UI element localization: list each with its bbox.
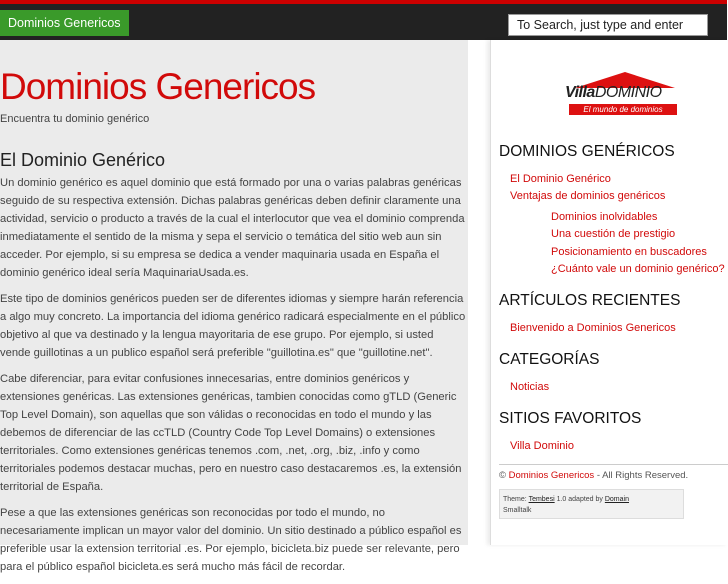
copyright: © Dominios Genericos - All Rights Reserved. [499, 470, 689, 481]
list-item [510, 190, 665, 202]
copyright-link[interactable]: Dominios Genericos [508, 470, 595, 481]
top-bar [0, 0, 727, 40]
widget-title-favoritos: SITIOS FAVORITOS [499, 410, 642, 427]
site-tagline: Encuentra tu dominio genérico [0, 113, 150, 125]
post-content [0, 174, 466, 584]
post-paragraph: Un dominio genérico es aquel dominio que está formado por una o varias palabras genéricas seguido de su respectiva extensión. Dichas palabras genéricas deben definir claramente una actividad, servicio o producto a través de la cual el interlocutor que vea el dominio comprenda inmediatamente el sentido de la misma y sepa el servicio o temática del sitio web aun sin acceder. Por ejemplo, si su empresa se dedica a vender maquinaria usada en España el dominio genérico ideal sería MaquinariaUsada.es. [0, 177, 465, 279]
theme-link[interactable]: Tembesi [528, 496, 555, 503]
link-bienvenido[interactable]: Bienvenido a Dominios Genericos [510, 322, 676, 334]
site-title[interactable]: Dominios Genericos [0, 66, 316, 107]
link-noticias[interactable]: Noticias [510, 381, 550, 393]
post-paragraph: Pese a que las extensiones genéricas son reconocidas por todo el mundo, no necesariamente implican un mayor valor del dominio. Un sitio destinado a público español es preferible usar la extension territorial .es. Por ejemplo, bicicleta.biz puede ser relevante, pero para el público español bicicleta.es será mucho más fácil de recordar. [0, 507, 462, 573]
list-item [510, 381, 549, 393]
link-ventajas[interactable]: Ventajas de dominios genéricos [510, 190, 666, 202]
logo-wordmark: VillaDOMINIO [565, 84, 662, 101]
link-villa-dominio[interactable]: Villa Dominio [510, 440, 574, 452]
search-input[interactable] [508, 14, 708, 36]
widget-title-recientes: ARTÍCULOS RECIENTES [499, 292, 681, 309]
link-el-dominio-generico[interactable]: El Dominio Genérico [510, 173, 611, 185]
list-item [551, 263, 725, 275]
logo-slogan: El mundo de dominios [569, 104, 677, 115]
link-prestigio[interactable]: Una cuestión de prestigio [551, 228, 676, 240]
widget-title-dominios: DOMINIOS GENÉRICOS [499, 143, 675, 160]
sidebar [490, 40, 728, 545]
link-cuanto-vale[interactable]: ¿Cuánto vale un dominio genérico? [551, 263, 725, 275]
list-item [551, 246, 707, 258]
post-title[interactable]: El Dominio Genérico [0, 150, 166, 170]
link-inolvidables[interactable]: Dominios inolvidables [551, 211, 658, 223]
list-item [510, 322, 676, 334]
list-item [510, 173, 611, 185]
post-paragraph: Este tipo de dominios genéricos pueden ser de diferentes idiomas y siempre harán referencia a algo muy concreto. La importancia del idioma genérico radicará especialmente en el público objetivo al que va destinado y la lengua mayoritaria de ese grupo. Por ejemplo, si usted vende guillotinas a un publico español será preferible "guillotina.es" que "guillotine.net". [0, 293, 466, 359]
widget-title-categorias: CATEGORÍAS [499, 351, 600, 368]
footer-divider [499, 464, 728, 465]
list-item [510, 440, 574, 452]
author-link[interactable]: Domain [604, 496, 629, 503]
list-item [551, 228, 675, 240]
theme-credit: Theme: Tembesi 1.0 adapted by Domain Smalltalk [499, 489, 684, 519]
link-posicionamiento[interactable]: Posicionamiento en buscadores [551, 246, 707, 258]
home-tab[interactable]: Dominios Genericos [0, 10, 129, 36]
post-paragraph: Cabe diferenciar, para evitar confusiones innecesarias, entre dominios genéricos y extensiones genéricas. Las extensiones genéricas, tambien conocidas como gTLD (Generic Top Level Domain), son aquellas que son válidas o reconocidas en todo el mundo y las debemos de diferenciar de las ccTLD (Country Code Top Level Domains) o extensiones territoriales. Como extensiones genéricas tenemos .com, .net, .org, .biz, .info y como territoriales podemos destacar muchas, pero en nuestro caso destacaremos .es, la extensión territorial de España. [0, 373, 462, 493]
list-item [551, 211, 657, 223]
main-content [0, 40, 468, 573]
villadominio-logo[interactable] [565, 72, 683, 118]
